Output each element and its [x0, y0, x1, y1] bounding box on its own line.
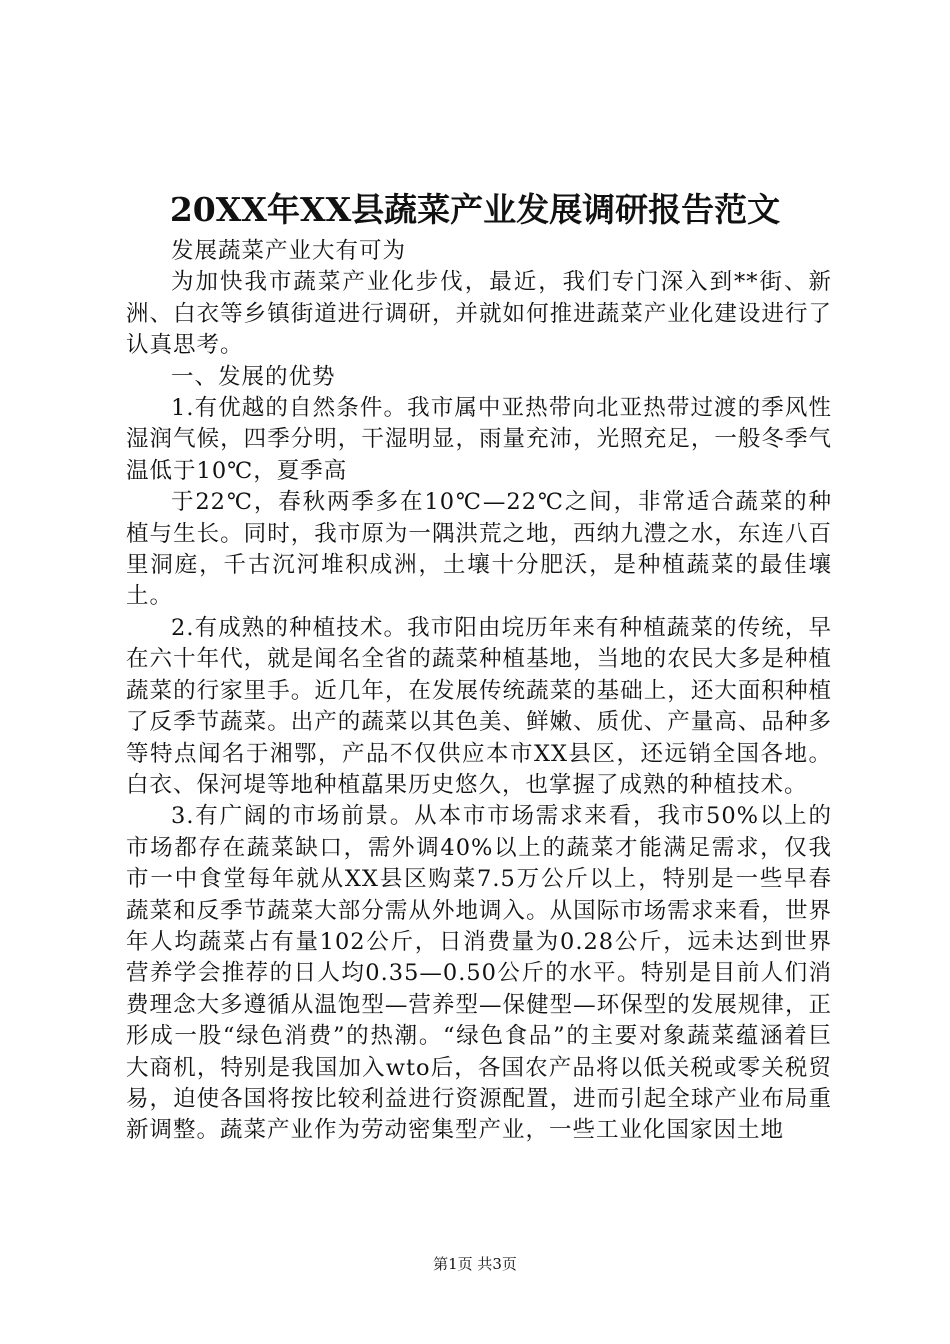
- paragraph-market-prospects: 3.有广阔的市场前景。从本市市场需求来看，我市50%以上的市场都存在蔬菜缺口，需外调40%以上的蔬菜才能满足需求，仅我市一中食堂每年就从XX县区购菜7.5万公斤以上，特别是一些早春蔬菜和反季节蔬菜大部分需从外地调入。从国际市场需求来看，世界年人均蔬菜占有量102公斤，日消费量为0.28公斤，远未达到世界营养学会推荐的日人均0.35—0.50公斤的水平。特别是目前人们消费理念大多遵循从温饱型—营养型—保健型—环保型的发展规律，正形成一股“绿色消费”的热潮。“绿色食品”的主要对象蔬菜蕴涵着巨大商机，特别是我国加入wto后，各国农产品将以低关税或零关税贸易，迫使各国将按比较利益进行资源配置，进而引起全球产业布局重新调整。蔬菜产业作为劳动密集型产业，一些工业化国家因土地: [126, 803, 832, 1144]
- paragraph-natural-conditions-cont: 于22℃，春秋两季多在10℃—22℃之间，非常适合蔬菜的种植与生长。同时，我市原为一隅洪荒之地，西纳九澧之水，东连八百里洞庭，千古沉河堆积成洲，土壤十分肥沃，是种植蔬菜的最佳壤土。: [126, 489, 832, 610]
- document-title: 20XX年XX县蔬菜产业发展调研报告范文: [169, 190, 781, 229]
- paragraph-planting-technology: 2.有成熟的种植技术。我市阳由垸历年来有种植蔬菜的传统，早在六十年代，就是闻名全省的蔬菜种植基地，当地的农民大多是种植蔬菜的行家里手。近几年，在发展传统蔬菜的基础上，还大面积种植了反季节蔬菜。出产的蔬菜以其色美、鲜嫩、质优、产量高、品种多等特点闻名于湘鄂，产品不仅供应本市XX县区，还远销全国各地。白衣、保河堤等地种植藠果历史悠久，也掌握了成熟的种植技术。: [126, 614, 832, 798]
- paragraph-subtitle: 发展蔬菜产业大有可为: [171, 238, 407, 264]
- paragraph-intro: 为加快我市蔬菜产业化步伐，最近，我们专门深入到**街、新洲、白衣等乡镇街道进行调研，并就如何推进蔬菜产业化建设进行了认真思考。: [126, 269, 832, 359]
- paragraph-natural-conditions: 1.有优越的自然条件。我市属中亚热带向北亚热带过渡的季风性湿润气候，四季分明，干湿明显，雨量充沛，光照充足，一般冬季气温低于10℃，夏季高: [126, 395, 832, 484]
- section-heading-advantages: 一、发展的优势: [171, 363, 336, 390]
- document-body: [126, 236, 832, 1147]
- page-footer: 第1页 共3页: [433, 1255, 517, 1273]
